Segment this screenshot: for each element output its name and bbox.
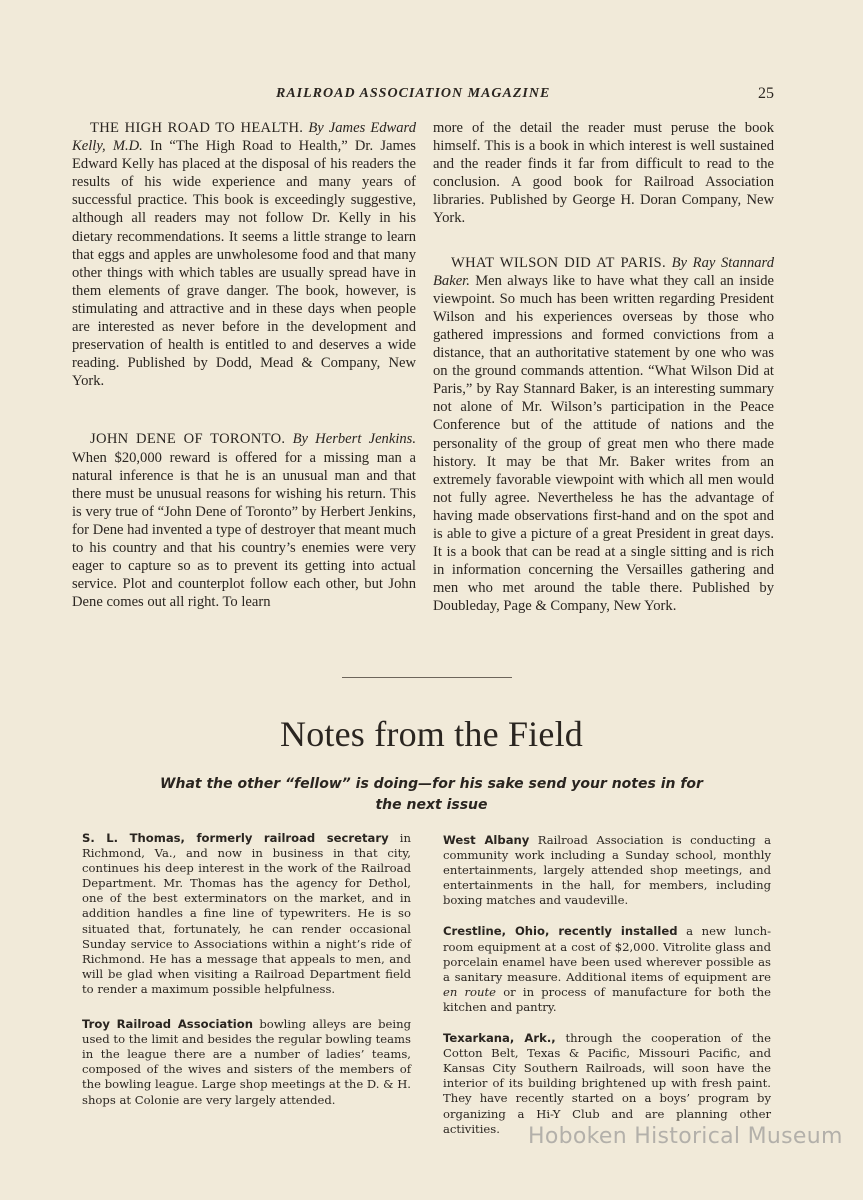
review-title: WHAT WILSON DID AT PARIS. — [451, 254, 666, 271]
note-body: in Richmond, Va., and now in business in that city, continues his deep interest in the work of the Railroad Department. Mr. Thomas has the agency for Dethol, one of the best exterminators on the market, and in addition handles a fine line of typewriters. He is so situated that, fortunately, he can render occasional Sunday service to Associations within a night’s ride of Richmond. He has a message that appeals to men, and will be glad when visiting a Railroad Department field to render a maximum possible helpfulness. — [82, 831, 411, 996]
note-body: through the cooperation of the Cotton Belt, Texas & Pacific, Missouri Pacific, and Kansas City Southern Railroads, will soon have the interior of its building brightened up with fresh paint. They have recently started on a boys’ program by organizing a Hi-Y Club and are planning other activities. — [443, 1031, 771, 1136]
reviews-left-column — [72, 119, 416, 611]
section-title: Notes from the Field — [280, 714, 583, 754]
review-john-dene-continued: more of the detail the reader must peruse the book himself. This is a book in which interest is well sustained and the reader finds it far from difficult to read to the conclusion. A good book for Railroad Association libraries. Published by George H. Doran Company, New York. — [433, 120, 774, 227]
review-author: By James Edward Kelly, M.D. — [72, 120, 416, 155]
review-body: Men always like to have what they call an inside viewpoint. So much has been written regarding President Wilson and his experiences overseas by those who gathered impressions and formed convictions from a distance, that an authoritative statement by one who was on the ground commands attention. “What Wilson Did at Paris,” by Ray Stannard Baker, is an interesting summary not alone of Mr. Wilson’s participation in the Peace Conference but of the attitude of nations and the personality of the group of great men who there made history. It may be that Mr. Baker writes from an extremely favorable viewpoint with which all men would not fully agree. Nevertheless he has the advantage of having made observations first-hand and on the spot and is able to give a picture of a great President in great days. It is a book that can be read at a single sitting and is rich in information concerning the Versailles gathering and men who met around the table there. Published by Doubleday, Page & Company, New York. — [433, 272, 774, 615]
section-divider — [342, 677, 512, 678]
note-lead: Texarkana, Ark., — [443, 1031, 556, 1046]
review-title: JOHN DENE OF TORONTO. — [90, 431, 286, 448]
review-author: By Ray Stannard Baker. — [433, 254, 774, 289]
note-body: or in process of manufacture for both the kitchen and pantry. — [443, 984, 771, 1014]
notes-left-column — [82, 831, 411, 1108]
review-author: By Herbert Jenkins. — [292, 431, 416, 448]
review-title: THE HIGH ROAD TO HEALTH. — [90, 120, 304, 136]
note-lead: S. L. Thomas, formerly railroad secretary — [82, 831, 389, 845]
note-crestline — [443, 924, 771, 1015]
running-head — [0, 86, 863, 106]
note-lead: Troy Railroad Association — [82, 1017, 253, 1032]
note-texarkana — [443, 1031, 771, 1137]
note-body: bowling alleys are being used to the limit and besides the regular bowling teams in the league there are a number of ladies’ teams, composed of the wives and sisters of the members of the bowling league. Large shop meetings at the D. & H. shops at Colonie are very largely attended. — [82, 1017, 411, 1107]
review-high-road — [72, 119, 416, 390]
note-lead: Crestline, Ohio, recently installed — [443, 924, 678, 939]
note-lead: West Albany — [443, 833, 530, 847]
magazine-title: RAILROAD ASSOCIATION MAGAZINE — [276, 86, 551, 101]
reviews-right-column — [433, 119, 774, 615]
page-number: 25 — [758, 85, 774, 102]
review-body: In “The High Road to Health,” Dr. James Edward Kelly has placed at the disposal of his readers the results of his wide experience and many years of successful practice. This book is exceedingly suggestive, although all readers may not follow Dr. Kelly in his dietary recommendations. It seems a little strange to learn that eggs and apples are unwholesome food and that many other things with which tables are usually spread have in them elements of grave danger. The book, however, is stimulating and attractive and in these days when people are interested as never before in the development and preservation of health is entitled to and deserves a wide reading. Published by Dodd, Mead & Company, New York. — [72, 138, 416, 390]
watermark: Hoboken Historical Museum — [528, 1124, 843, 1149]
note-body: Railroad Association is conducting a community work including a Sunday school, monthly entertainments, largely attended shop meetings, and entertainments in the hall, for members, including boxing matches and vaudeville. — [443, 833, 771, 908]
note-body: a new lunch-room equipment at a cost of $2,000. Vitrolite glass and porcelain enamel have been used wherever possible as a sanitary measure. Additional items of equipment are — [443, 924, 771, 984]
review-wilson — [433, 254, 774, 616]
review-john-dene — [72, 430, 416, 611]
section-subtitle: What the other “fellow” is doing—for his sake send your notes in for the next issue — [160, 776, 703, 813]
notes-right-column — [443, 833, 771, 1137]
note-west-albany — [443, 833, 771, 908]
note-troy — [82, 1017, 411, 1108]
note-italic: en route — [443, 984, 497, 999]
note-thomas — [82, 831, 411, 997]
review-body: When $20,000 reward is offered for a missing man a natural inference is that he is an unusual man and that there must be unusual reasons for wishing his return. This is very true of “John Dene of Toronto” by Herbert Jenkins, for Dene had invented a type of destroyer that meant much to his country and that his country’s enemies were very eager to capture so as to prevent its getting into actual service. Plot and counterplot follow each other, but John Dene comes out all right. To learn — [72, 449, 416, 611]
